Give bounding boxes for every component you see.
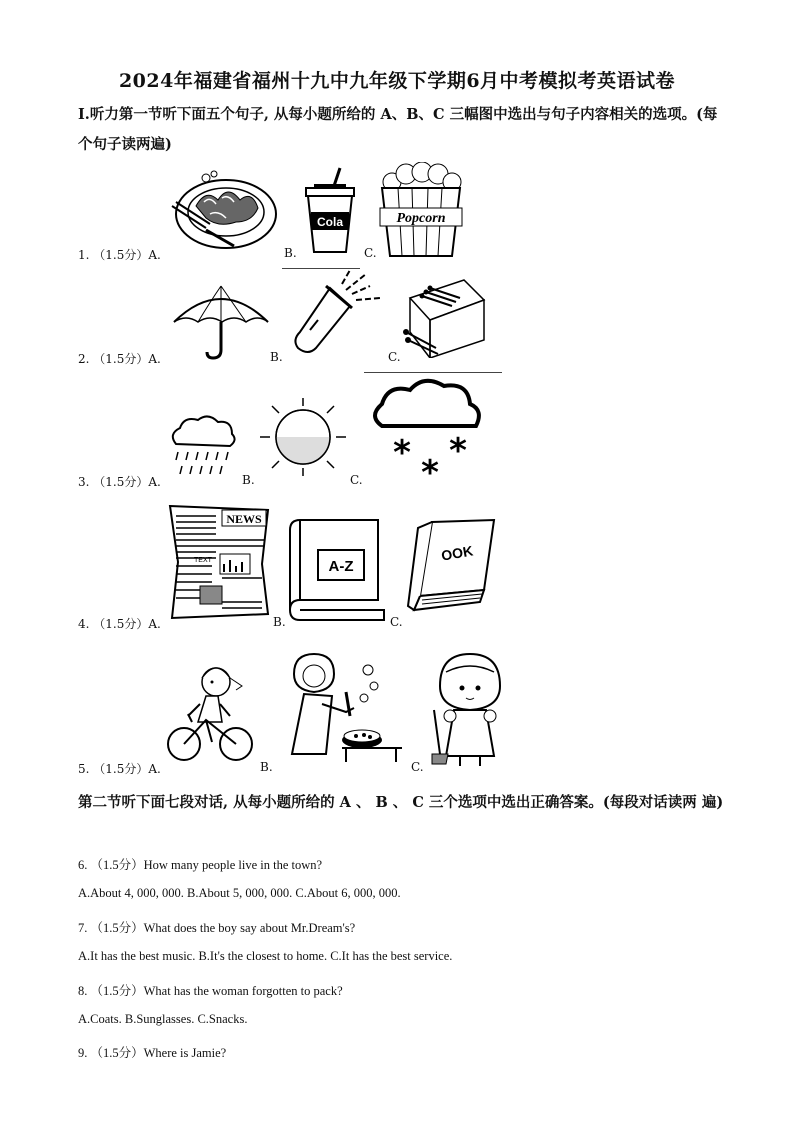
section1-instructions: Ⅰ.听力第一节听下面五个句子, 从每小题所给的 A、B、C 三幅图中选出与句子内容相关的选项。(每个句子读两遍) (78, 106, 718, 153)
option-label-b: B. (270, 350, 283, 364)
question-6: 6. （1.5分）How many people live in the town? (78, 858, 323, 872)
dictionary-icon (286, 516, 390, 624)
sun-icon (256, 394, 350, 480)
snow-cloud-icon (366, 376, 494, 486)
flashlight-icon (286, 264, 386, 360)
option-label-c: C. (388, 350, 401, 364)
question-4-prefix: 4. （1.5分）A. (78, 617, 161, 631)
az-label: A-Z (328, 558, 354, 575)
newspaper-icon (166, 502, 272, 620)
cola-cup-icon (298, 166, 364, 258)
news-label: NEWS (226, 512, 262, 526)
svg-text:*: * (449, 431, 467, 471)
cola-label: Cola (316, 215, 344, 229)
section2-instructions: 第二节听下面七段对话, 从每小题所给的 A 、 B 、 C 三个选项中选出正确答案。(每段对话读两 遍) (78, 794, 724, 811)
matches-icon (400, 274, 486, 358)
umbrella-icon (170, 282, 272, 362)
girl-cycling-icon (166, 660, 256, 766)
question-2-prefix: 2. （1.5分）A. (78, 352, 161, 366)
option-label-c: C. (364, 246, 377, 260)
question-7: 7. （1.5分）What does the boy say about Mr.Dream's? (78, 921, 356, 935)
popcorn-icon (378, 162, 464, 260)
question-3-prefix: 3. （1.5分）A. (78, 475, 161, 489)
page-title: 2024年福建省福州十九中九年级下学期6月中考模拟考英语试卷 (118, 70, 676, 92)
question-8: 8. （1.5分）What has the woman forgotten to pack? (78, 984, 343, 998)
woman-cooking-icon (276, 652, 406, 768)
option-label-c: C. (411, 760, 424, 774)
question-1-prefix: 1. （1.5分）A. (78, 248, 161, 262)
option-label-c: C. (390, 615, 403, 629)
svg-text:*: * (421, 453, 439, 486)
book-icon (402, 516, 498, 620)
option-label-c: C. (350, 473, 363, 487)
girl-sweeping-icon (424, 650, 508, 770)
option-label-b: B. (242, 473, 255, 487)
popcorn-label: Popcorn (396, 211, 446, 226)
option-label-b: B. (273, 615, 286, 629)
question-7-options: A.It has the best music. B.It's the closest to home. C.It has the best service. (78, 949, 453, 963)
option-label-b: B. (260, 760, 273, 774)
question-9: 9. （1.5分）Where is Jamie? (78, 1046, 227, 1060)
rain-cloud-icon (166, 414, 240, 480)
question-8-options: A.Coats. B.Sunglasses. C.Snacks. (78, 1012, 248, 1026)
book-label: OOK (440, 542, 475, 564)
question-6-options: A.About 4, 000, 000. B.About 5, 000, 000. C.About 6, 000, 000. (78, 886, 401, 900)
divider-line (364, 372, 502, 373)
option-label-b: B. (284, 246, 297, 260)
text-label: TEXT (194, 557, 212, 564)
question-5-prefix: 5. （1.5分）A. (78, 762, 161, 776)
noodles-plate-icon (166, 166, 282, 258)
svg-text:*: * (393, 433, 411, 473)
